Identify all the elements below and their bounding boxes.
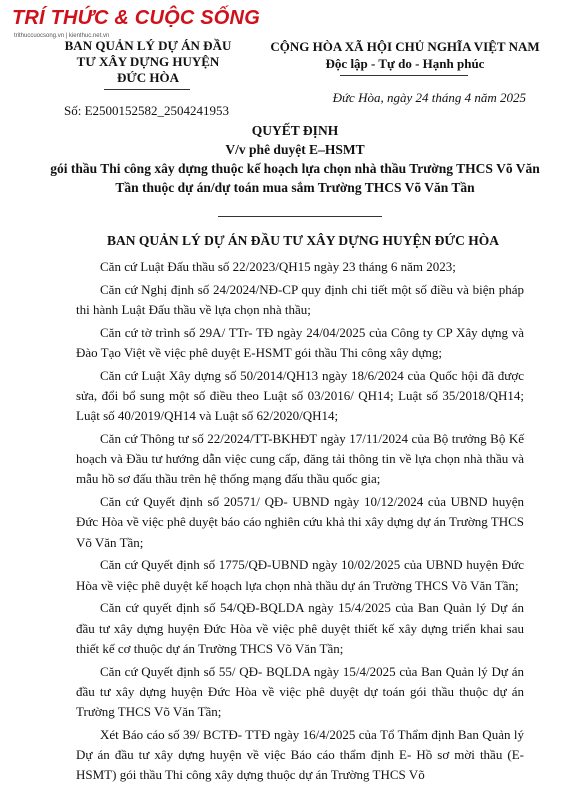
document-date: Đức Hòa, ngày 24 tháng 4 năm 2025: [332, 90, 526, 105]
paragraph: Căn cứ Thông tư số 22/2024/TT-BKHĐT ngày 17/11/2024 của Bộ trưởng Bộ Kế hoạch và Đầu tư hướng dẫn việc cung cấp, đăng tải thông tin về lựa chọn nhà thầu và mẫu hồ sơ đấu thầu trên hệ thống mạng đấu thầu quốc gia;: [76, 431, 524, 487]
decision-subject: V/v phê duyệt E–HSMT: [225, 142, 365, 157]
document-number: Số: E2500152582_2504241953: [64, 103, 230, 118]
paragraph: Căn cứ Quyết định số 1775/QĐ-UBND ngày 10/02/2025 của UBND huyện Đức Hòa về việc phê duyệt kế hoạch lựa chọn nhà thầu dự án Trường THCS Võ Văn Tần;: [76, 557, 524, 593]
issuer-divider: [104, 89, 190, 90]
paragraph: Căn cứ Quyết định số 20571/ QĐ- UBND ngày 10/12/2024 của UBND huyện Đức Hòa về việc phê duyệt báo cáo nghiên cứu khả thi xây dựng dự án Trường THCS Võ Văn Tần;: [76, 494, 524, 550]
decision-title: [40, 121, 550, 197]
title-divider: [218, 216, 382, 217]
paragraph: Căn cứ quyết định số 54/QĐ-BQLDA ngày 15/4/2025 của Ban Quản lý Dự án đầu tư xây dựng huyện Đức Hòa về việc phê duyệt thiết kế xây dựng triển khai sau thiết kế cơ thuộc dự án Trường THCS Võ Văn Tần;: [76, 600, 524, 656]
logo-url: trithuccuocsong.vn | kienthuc.net.vn: [14, 33, 110, 39]
paragraph: Căn cứ Luật Đấu thầu số 22/2023/QH15 ngày 23 tháng 6 năm 2023;: [100, 259, 456, 274]
paragraph: Căn cứ Quyết định số 55/ QĐ- BQLDA ngày 15/4/2025 của Ban Quản lý Dự án đầu tư xây dựng huyện Đức Hòa về việc phê duyệt dự toán gói thầu thuộc dự án Trường THCS Võ Văn Tần;: [76, 663, 524, 720]
motto-divider: [340, 75, 468, 76]
logo-brand: TRÍ THỨC & CUỘC SỐNG: [12, 7, 260, 29]
decision-description: gói thầu Thi công xây dựng thuộc kế hoạch lựa chọn nhà thầu Trường THCS Võ Văn Tần thuộc dự án/dự toán mua sắm Trường THCS Võ Văn Tần: [50, 161, 540, 195]
document-body: [76, 257, 524, 788]
national-motto: Độc lập - Tự do - Hạnh phúc: [325, 56, 485, 71]
national-header: [250, 38, 560, 72]
issuer-line-1: BAN QUẢN LÝ DỰ ÁN ĐẦU: [64, 38, 232, 53]
paragraph: Căn cứ tờ trình số 29A/ TTr- TĐ ngày 24/04/2025 của Công ty CP Xây dựng và Đào Tạo Việt về việc phê duyệt E-HSMT gói thầu Thi công xây dựng;: [76, 324, 524, 360]
issuer-line-2: TƯ XÂY DỰNG HUYỆN: [76, 54, 220, 69]
paragraph: Xét Báo cáo số 39/ BCTĐ- TTĐ ngày 16/4/2025 của Tổ Thẩm định Ban Quản lý Dự án đầu tư xây dựng huyện về việc Báo cáo thẩm định E- Hồ sơ mời thầu (E-HSMT) gói thầu Thi công xây dựng thuộc dự án Trường THCS Võ: [76, 726, 524, 783]
paragraph: Căn cứ Nghị định số 24/2024/NĐ-CP quy định chi tiết một số điều và biện pháp thi hành Luật Đấu thầu về lựa chọn nhà thầu;: [76, 281, 524, 317]
national-title: CỘNG HÒA XÃ HỘI CHỦ NGHĨA VIỆT NAM: [270, 39, 540, 54]
issuer-line-3: ĐỨC HÒA: [117, 70, 179, 85]
issuing-body: BAN QUẢN LÝ DỰ ÁN ĐẦU TƯ XÂY DỰNG HUYỆN ĐỨC HÒA: [106, 233, 500, 248]
decision-heading: QUYẾT ĐỊNH: [251, 123, 339, 138]
paragraph: Căn cứ Luật Xây dựng số 50/2014/QH13 ngày 18/6/2024 của Quốc hội đã được sửa, đổi bổ sung một số điều theo Luật số 03/2016/ QH14; Luật số 35/2018/QH14; Luật số 40/2019/QH14 và Luật số 62/2020/QH14;: [76, 367, 524, 424]
issuer-header: [64, 38, 232, 86]
